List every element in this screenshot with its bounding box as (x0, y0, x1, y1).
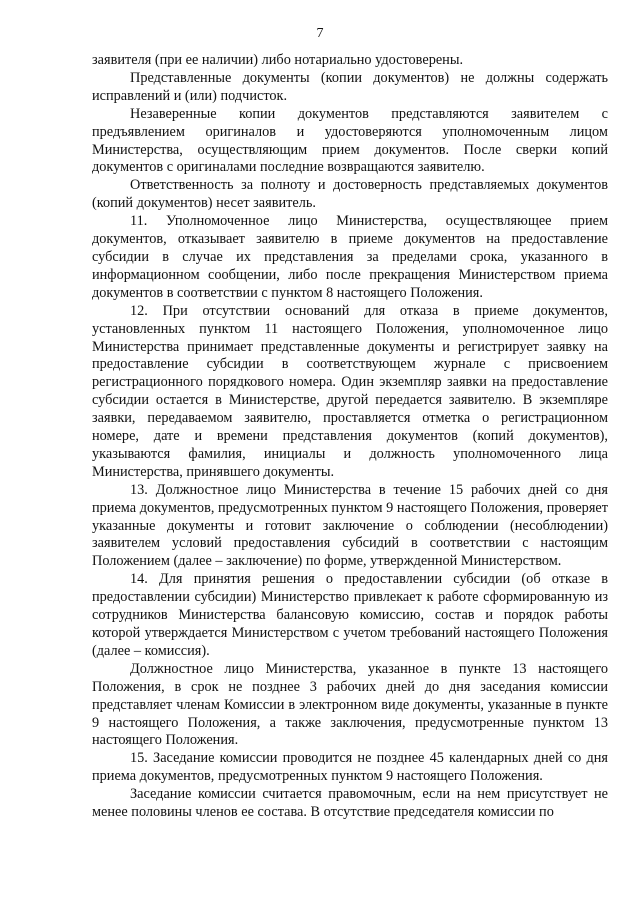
paragraph-item-12: 12. При отсутствии оснований для отказа в приеме документов, установленных пунктом 11 настоящего Положения, уполномоченное лицо Министерства принимает представленные документы и регистрирует заявку на предоставление субсидии в соответствующем журнале с присвоением регистрационного порядкового номера. Один экземпляр заявки на предоставление субсидии остается в Министерстве, другой передается заявителю. В экземпляре заявки, передаваемом заявителю, проставляется отметка о регистрационном номере, дате и времени представления документов (копий документов), указываются фамилия, инициалы и должность уполномоченного лица Министерства, принявшего документы. (92, 302, 608, 480)
paragraph-item-11: 11. Уполномоченное лицо Министерства, осуществляющее прием документов, отказывает заявителю в приеме документов на предоставление субсидии в случае их представления за пределами срока, указанного в информационном сообщении, либо после прекращения Министерством приема документов в соответствии с пунктом 8 настоящего Положения. (92, 213, 608, 301)
paragraph: Незаверенные копии документов представляются заявителем с предъявлением оригиналов и удостоверяются уполномоченным лицом Министерства, осуществляющим прием документов. После сверки копий документов с оригиналами последние возвращаются заявителю. (92, 105, 608, 176)
paragraph-continuation: заявителя (при ее наличии) либо нотариально удостоверены. (92, 52, 464, 68)
paragraph: Ответственность за полноту и достоверность представляемых документов (копий документов) несет заявитель. (92, 177, 608, 212)
page-number: 7 (316, 26, 324, 41)
paragraph: Представленные документы (копии документов) не должны содержать исправлений и (или) подчисток. (92, 69, 608, 104)
paragraph-item-15: 15. Заседание комиссии проводится не позднее 45 календарных дней со дня приема документов, предусмотренных пунктом 9 настоящего Положения. (92, 750, 608, 785)
document-body (92, 52, 608, 822)
paragraph: Должностное лицо Министерства, указанное в пункте 13 настоящего Положения, в срок не позднее 3 рабочих дней до дня заседания комиссии представляет членам Комиссии в электронном виде документы, указанные в пункте 9 настоящего Положения, а также заключения, предусмотренные пунктом 13 настоящего Положения. (92, 660, 608, 749)
paragraph-item-14: 14. Для принятия решения о предоставлении субсидии (об отказе в предоставлении субсидии) Министерство привлекает к работе сформированную из сотрудников Министерства балансовую комиссию, состав и порядок работы которой утверждается Министерством с учетом требований настоящего Положения (далее – комиссия). (92, 571, 608, 659)
paragraph: Заседание комиссии считается правомочным, если на нем присутствует не менее половины членов ее состава. В отсутствие председателя комиссии по (92, 786, 608, 821)
paragraph-item-13: 13. Должностное лицо Министерства в течение 15 рабочих дней со дня приема документов, предусмотренных пунктом 9 настоящего Положения, проверяет указанные документы и готовит заключение о соблюдении (несоблюдении) заявителем условий предоставления субсидий в соответствии с настоящим Положением (далее – заключение) по форме, утвержденной Министерством. (92, 481, 608, 570)
